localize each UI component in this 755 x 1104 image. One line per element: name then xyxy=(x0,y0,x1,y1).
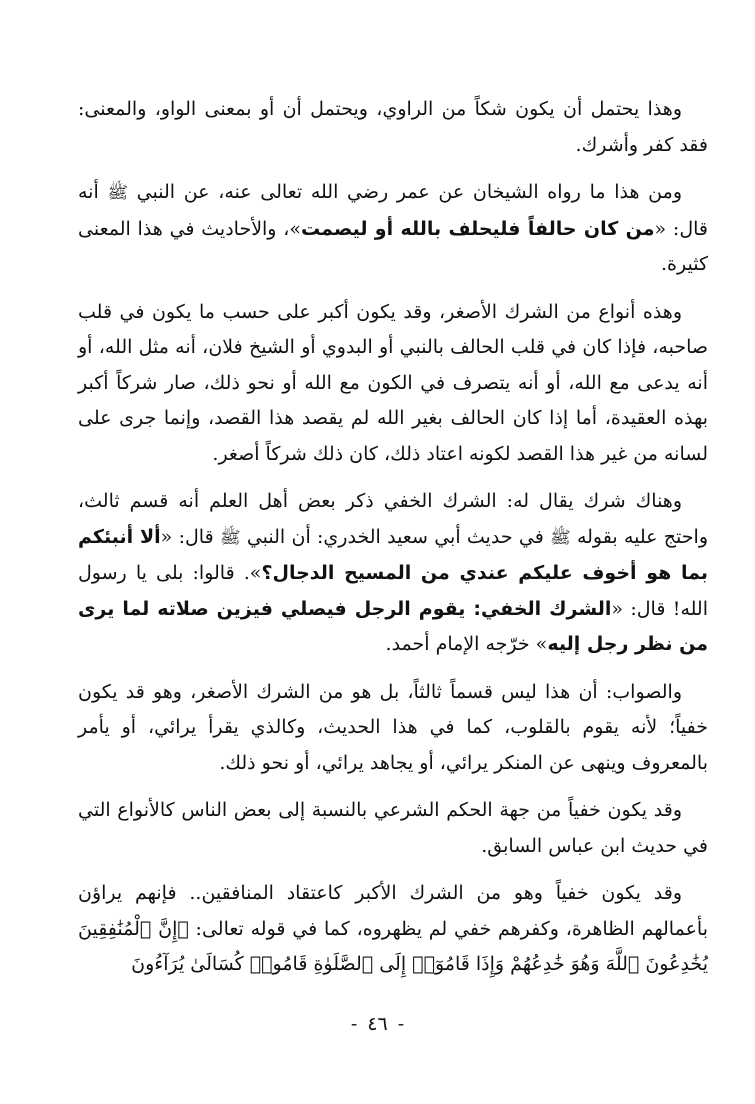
page-number-dash: - xyxy=(350,1013,358,1035)
hadith-quote-bold: ألا أنبئكم بما هو أخوف عليكم عندي من المسيح الدجال؟ xyxy=(78,525,708,584)
paragraph-4-text-4: ». قالوا: بلى يا رسول الله! قال: « xyxy=(78,562,708,620)
page-body xyxy=(78,92,708,995)
paragraph-7 xyxy=(78,876,708,983)
paragraph-7-text: وقد يكون خفياً وهو من الشرك الأكبر كاعتقاد المنافقين.. فإنهم يراؤن بأعمالهم الظاهرة، وكفرهم خفي لم يظهروه، كما في قوله تعالى: xyxy=(78,882,708,940)
paragraph-2-text-1: ومن هذا ما رواه الشيخان عن عمر رضي الله تعالى عنه، عن النبي xyxy=(127,181,682,203)
hadith-quote-bold: الشرك الخفي: يقوم الرجل فيصلي فيزين صلاته لما يرى من نظر رجل إليه xyxy=(78,597,708,655)
paragraph-4 xyxy=(78,484,708,663)
paragraph-4-text-2: في حديث أبي سعيد الخدري: أن النبي xyxy=(240,525,551,548)
salawat-symbol: ﷺ xyxy=(219,527,241,548)
paragraph-4-text-1: وهناك شرك يقال له: الشرك الخفي ذكر بعض أهل العلم أنه قسم ثالث، واحتج عليه بقوله xyxy=(78,490,708,548)
paragraph-3-text: وهذه أنواع من الشرك الأصغر، وقد يكون أكبر على حسب ما يكون في قلب صاحبه، فإذا كان في قلب الحالف بالنبي أو البدوي أو الشيخ فلان، أنه مثل الله، أو أنه يدعى مع الله، أو أنه يتصرف في الكون مع الله أو نحو ذلك، صار شركاً أكبر بهذه العقيدة، أما إذا كان الحالف بغير الله لم يقصد هذا القصد، وإنما جرى على لسانه من غير هذا القصد لكونه اعتاد ذلك، كان ذلك شركاً أصغر. xyxy=(78,300,708,465)
hadith-quote-bold: من كان حالفاً فليحلف بالله أو ليصمت xyxy=(301,217,655,240)
paragraph-2-text-2: أنه قال: « xyxy=(78,181,708,240)
paragraph-3 xyxy=(78,295,708,473)
paragraph-1 xyxy=(78,92,708,163)
salawat-symbol: ﷺ xyxy=(550,527,571,548)
paragraph-1-text: وهذا يحتمل أن يكون شكاً من الراوي، ويحتمل أن أو بمعنى الواو، والمعنى: فقد كفر وأشرك. xyxy=(78,98,708,156)
paragraph-4-text-3: قال: « xyxy=(160,525,220,548)
page-number-dash: - xyxy=(397,1013,405,1035)
paragraph-2 xyxy=(78,175,708,283)
paragraph-6-text: وقد يكون خفياً من جهة الحكم الشرعي بالنسبة إلى بعض الناس كالأنواع التي في حديث ابن عباس السابق. xyxy=(78,799,708,857)
page-number-value: ٤٦ xyxy=(367,1013,388,1035)
quran-verse: ﴿إِنَّ ٱلْمُنَٰفِقِينَ يُخَٰدِعُونَ ٱللَّهَ وَهُوَ خَٰدِعُهُمْ وَإِذَا قَامُوٓا۟ إِلَى ٱلصَّلَوٰةِ قَامُوا۟ كُسَالَىٰ يُرَآءُونَ xyxy=(78,917,708,975)
paragraph-6 xyxy=(78,793,708,864)
paragraph-5-text: والصواب: أن هذا ليس قسماً ثالثاً، بل هو من الشرك الأصغر، وهو قد يكون خفياً؛ لأنه يقوم بالقلوب، كما في هذا الحديث، وكالذي يقرأ يرائي، أو يأمر بالمعروف وينهى عن المنكر يرائي، أو يجاهد يرائي، أو نحو ذلك. xyxy=(78,680,708,774)
salawat-symbol: ﷺ xyxy=(107,183,128,203)
paragraph-4-text-5: » خرّجه الإمام أحمد. xyxy=(385,633,548,655)
paragraph-5 xyxy=(78,675,708,782)
page-number xyxy=(0,1013,755,1035)
paragraph-2-text-3: »، والأحاديث في هذا المعنى كثيرة. xyxy=(78,217,708,275)
